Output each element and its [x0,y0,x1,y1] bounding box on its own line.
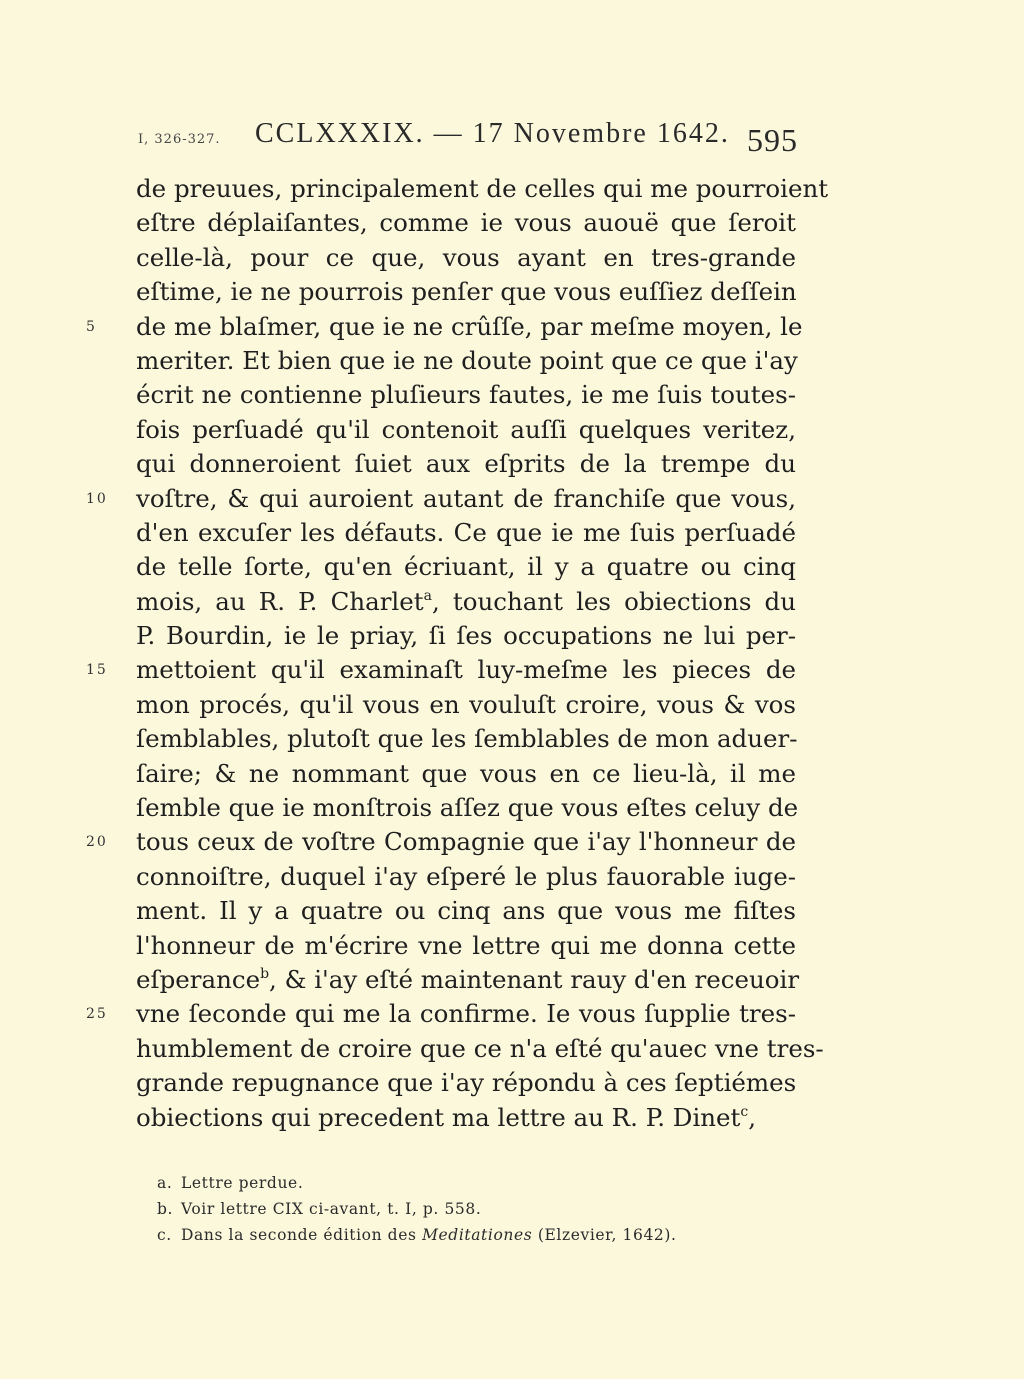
text-line [136,860,796,894]
line-text-continued: , touchant les obiections du [431,586,796,616]
line-text: tous ceux de voſtre Compagnie que i'ay l'honneur de [136,827,796,857]
footnote-text: Lettre perdue. [181,1174,304,1192]
line-text: meriter. Et bien que ie ne doute point que ce que i'ay [136,345,798,375]
text-line [136,275,796,309]
footnote [157,1222,757,1248]
footnote-italic-title: Meditationes [422,1226,533,1244]
text-line [136,241,796,275]
footnote-text-continued: (Elzevier, 1642). [532,1226,677,1244]
line-text: obiections qui precedent ma lettre au R. P. Dinet [136,1102,741,1132]
line-text: mois, au R. P. Charlet [136,586,424,616]
text-line [86,653,796,687]
text-line [136,791,799,825]
footnote-letter: b. [157,1200,174,1218]
line-text: qui donneroient ſuiet aux eſprits de la trempe du [136,449,796,479]
line-text: de preuues, principalement de celles qui me pourroient [136,174,829,203]
footnote-marker: a [423,587,432,604]
text-line [136,722,796,756]
line-text-continued: , & i'ay eſté maintenant rauy d'en receuoir [269,964,800,994]
line-text: vne ſeconde qui me la confirme. Ie vous ſupplie tres- [136,999,796,1029]
line-text: ſemblables, plutoſt que les ſemblables de mon aduer- [136,724,798,754]
footnote-text: Voir lettre CIX ci-avant, t. I, p. 558. [181,1200,482,1218]
line-number: 25 [86,1006,108,1023]
text-line [136,550,796,584]
text-line [86,310,803,344]
line-text: connoiſtre, duquel i'ay eſperé le plus fauorable iuge- [136,861,796,891]
line-text: de me blaſmer, que ie ne crûſſe, par meſme moyen, le [136,311,803,341]
text-line [136,585,796,619]
text-line [136,757,796,791]
line-text: fois perſuadé qu'il contenoit auſſi quelques veritez, [136,414,796,444]
line-text: eſtime, ie ne pourrois penſer que vous euſſiez deſſein [136,277,797,307]
text-line [86,825,796,859]
text-line [136,447,796,481]
line-text: mettoient qu'il examinaſt luy-meſme les pieces de [136,655,796,685]
footnotes [157,1170,757,1248]
text-line [136,1032,824,1066]
line-text: ment. Il y a quatre ou cinq ans que vous me fiſtes [136,896,796,926]
footnote-marker: c [740,1103,749,1120]
text-line [136,688,796,722]
line-number: 5 [86,318,97,335]
text-line [136,172,829,206]
footnote-text: Dans la seconde édition des [181,1226,423,1244]
text-line [136,413,796,447]
text-line [136,963,800,997]
text-line [136,206,796,240]
line-text: voſtre, & qui auroient autant de franchiſe que vous, [136,483,796,513]
footnote-letter: c. [157,1226,172,1244]
line-text: humblement de croire que ce n'a eſté qu'auec vne tres- [136,1033,824,1063]
line-text: de telle ſorte, qu'en écriuant, il y a quatre ou cinq [136,552,796,582]
text-line [136,516,796,550]
text-line [136,619,796,653]
footnote [157,1196,757,1222]
line-text: ſaire; & ne nommant que vous en ce lieu-là, il me [136,758,796,788]
running-header [138,118,798,162]
letter-body [86,172,829,1135]
text-line [86,997,796,1031]
line-text-continued: , [748,1102,757,1132]
text-line [136,1101,796,1135]
footnote-marker: b [260,965,270,982]
line-text: celle-là, pour ce que, vous ayant en tres-grande [136,242,796,272]
line-number: 20 [86,834,108,851]
footnote-letter: a. [157,1174,173,1192]
page-number: 595 [747,122,798,158]
line-text: grande repugnance que i'ay répondu à ces ſeptiémes [136,1068,797,1098]
footnote [157,1170,757,1196]
line-number: 15 [86,662,108,679]
line-text: d'en excuſer les défauts. Ce que ie me ſuis perſuadé [136,517,796,547]
line-text: mon procés, qu'il vous en vouluſt croire, vous & vos [136,689,796,719]
line-text: eſperance [136,964,261,994]
text-line [136,1066,796,1100]
page-reference: I, 326-327. [138,132,221,147]
text-line [136,929,796,963]
text-line [86,482,796,516]
letter-heading: CCLXXXIX. — 17 Novembre 1642. [255,118,730,149]
line-text: eſtre déplaiſantes, comme ie vous auouë que ſeroit [136,208,796,238]
line-number: 10 [86,490,108,507]
line-text: P. Bourdin, ie le priay, ſi ſes occupations ne lui per- [136,621,796,651]
line-text: écrit ne contienne pluſieurs fautes, ie me ſuis toutes- [136,380,796,410]
text-line [136,344,796,378]
line-text: ſemble que ie monſtrois aſſez que vous eſtes celuy de [136,793,799,823]
line-text: l'honneur de m'écrire vne lettre qui me donna cette [136,930,796,960]
text-line [136,894,796,928]
text-line [136,378,796,412]
